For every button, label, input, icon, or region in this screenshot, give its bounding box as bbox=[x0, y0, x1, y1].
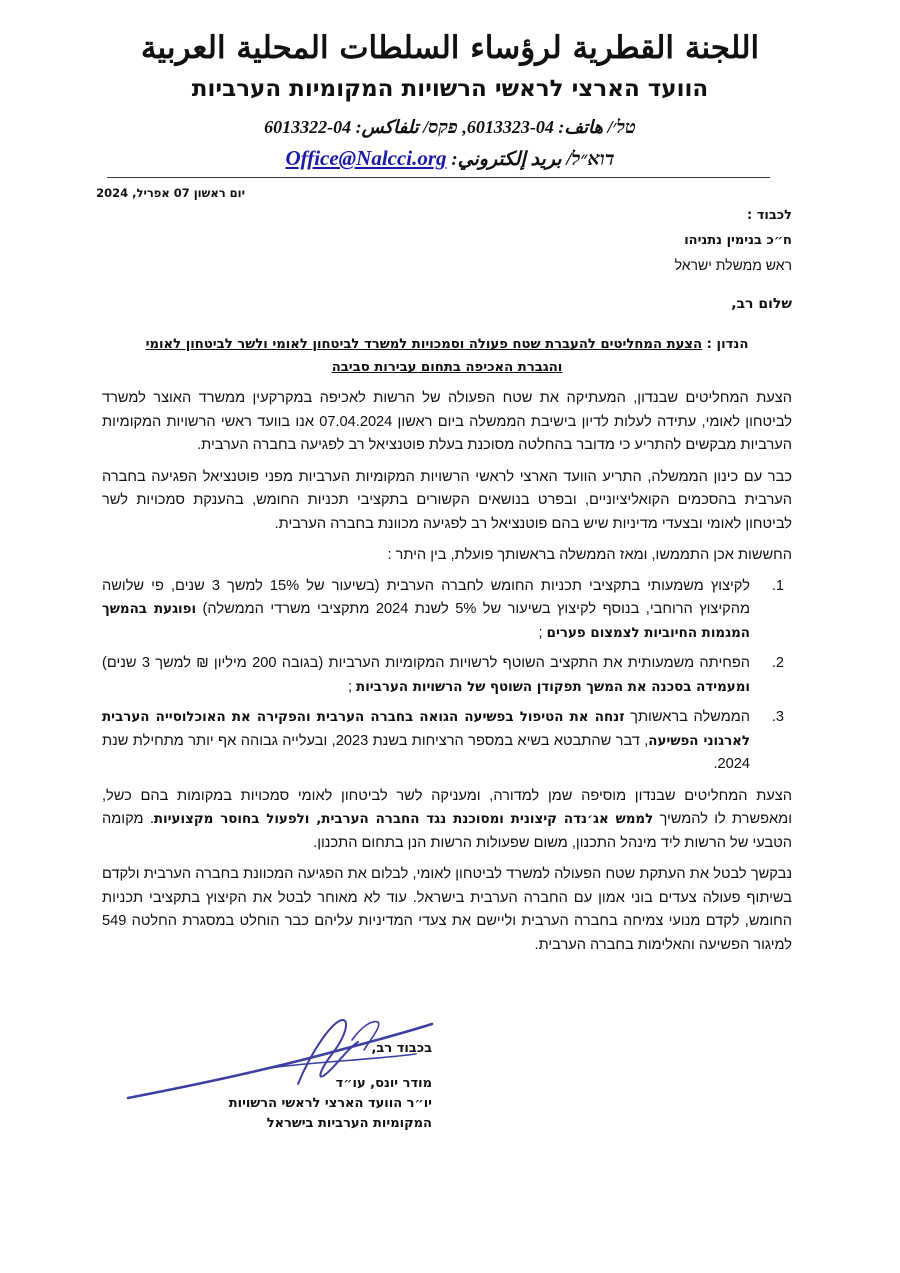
list-item bbox=[102, 706, 792, 777]
list-item-text: הממשלה בראשותך bbox=[624, 709, 750, 725]
list-item-tail: ; bbox=[347, 678, 357, 695]
list-item-tail: ; bbox=[538, 624, 547, 641]
recipient-name: ח״כ בנימין נתניהו bbox=[684, 233, 792, 248]
body-emphasis: לממש אג׳נדה קיצונית ומסוכנת נגד החברה הערבית, ולפעול בחוסר מקצועיות bbox=[153, 812, 654, 827]
list-item-number: 2. bbox=[771, 655, 784, 671]
letterhead-contact-line: טל׳/ هاتف: 04-6013323, פקס/ تلفاكس: 04-6013322 bbox=[264, 117, 636, 137]
body-paragraph: כבר עם כינון הממשלה, התריע הוועד הארצי לראשי הרשויות המקומיות הערביות מפני פוטנציאל הפגיעה בחברה הערבית בהסכמים הקואליציוניים, ובפרט בנושאים הקשורים בתקציבי תכניות החומש, בהענקת סמכויות לשר לביטחון לאומי ובצעדי מדיניות שיש בהם פוטנציאל רב לפגיעה מכוונת בחברה הערבית. bbox=[102, 468, 792, 532]
list-item-emphasis: ומעמידה בסכנה את המשך תפקודן השוטף של הרשויות הערביות bbox=[356, 679, 750, 695]
recipient-role: ראש ממשלת ישראל bbox=[674, 257, 792, 273]
body-paragraph: נבקשך לבטל את העתקת שטח הפעולה למשרד לביטחון לאומי, לבלום את הפגיעה המכוונת בחברה הערבית ולקדם בשיתוף פעולה צעדים בוני אמון עם החברה הערבית בישראל. עוד לא מאוחר לבטל את הקיצוץ בתקציבי תכניות החומש, לקדם מנועי צמיחה בחברה הערבית וליישם את צעדי המדיניות עליהם כבר הוחלט במסגרת החלטה 549 למיגור הפשיעה והאלימות בחברה הערבית. bbox=[102, 866, 792, 953]
subject-prefix: הנדון : bbox=[706, 337, 749, 352]
letterhead-hebrew-title: הוועד הארצי לראשי הרשויות המקומיות הערביות bbox=[191, 76, 709, 102]
list-item bbox=[102, 652, 792, 699]
list-item-number: 1. bbox=[771, 577, 784, 594]
body-text: הצעת המחליטים שבנדון מוסיפה שמן למדורה, ומעניקה לשר לביטחון לאומי סמכויות במקומות בהם כשל, ומאפשרת לו להמשיך bbox=[102, 787, 792, 827]
header-divider bbox=[107, 177, 770, 178]
recipient-label: לכבוד : bbox=[747, 208, 792, 223]
letterhead-arabic-title: اللجنة القطرية لرؤساء السلطات المحلية العربية bbox=[140, 30, 760, 66]
list-item-text: לקיצוץ משמעותי בתקציבי תכניות החומש לחברה הערבית (בשיעור של 15% למשך 3 שנים, פי שלושה מהקיצוץ הרוחבי, בנוסף לקיצוץ בשיעור של 5% לשנת 2024 מתקציבי משרדי הממשלה) bbox=[102, 577, 751, 617]
letter-body bbox=[102, 387, 792, 965]
handwritten-signature bbox=[120, 1010, 440, 1110]
body-paragraph: הצעת המחליטים שבנדון, המעתיקה את שטח הפעולה של הרשות לאכיפה במקרקעין ממשרד האוצר למשרד לביטחון לאומי, עתידה לעלות לדיון בישיבת הממשלה ביום ראשון 07.04.2024 אנו בוועד ראשי הרשויות המקומיות הערביות מבקשים להתריע כי מדובר בהחלטה מסוכנת בעלת פוטנציאל רב לפגיעה בחברה הערבית. bbox=[102, 390, 792, 453]
list-item-tail: , דבר שהתבטא בשיא במספר הרציחות בשנת 2023, ובעלייה גבוהה אף יותר מתחילת שנת 2024. bbox=[102, 732, 750, 772]
letter-date: יום ראשון 07 אפריל, 2024 bbox=[96, 186, 245, 200]
body-list-lead: החששות אכן התממשו, ומאז הממשלה בראשותך פועלת, בין היתר : bbox=[387, 547, 792, 563]
subject-text-line1: הצעת המחליטים להעברת שטח פעולה וסמכויות למשרד לביטחון לאומי ולשר לביטחון לאומי bbox=[145, 337, 703, 352]
email-label: דוא״ל/ بريد إلكتروني: bbox=[451, 149, 615, 170]
greeting: שלום רב, bbox=[731, 296, 792, 312]
signer-title-line1: יו״ר הוועד הארצי לראשי הרשויות bbox=[228, 1096, 432, 1111]
list-item-emphasis: ופוגעת בהמשך המגמות החיוביות לצמצום פערים bbox=[102, 602, 750, 641]
signer-name: מודר יונס, עו״ד bbox=[335, 1076, 432, 1091]
list-item-text: הפחיתה משמעותית את התקציב השוטף לרשויות המקומיות הערביות (בגובה 200 מיליון ₪ למשך 3 שנים) bbox=[102, 655, 750, 671]
email-link[interactable]: Office@Nalcci.org bbox=[285, 146, 447, 170]
list-item bbox=[102, 575, 792, 646]
body-text: . מקומה הטבעי של הרשות ליד מינהל התכנון, משום שפעולות הרשות הנן בתחום התכנון. bbox=[102, 811, 792, 851]
closing-salutation: בכבוד רב, bbox=[371, 1041, 432, 1056]
list-item-number: 3. bbox=[771, 709, 784, 725]
body-paragraph bbox=[102, 785, 792, 856]
subject-line bbox=[102, 333, 792, 379]
list-item-emphasis: זנחה את הטיפול בפשיעה הגואה בחברה הערבית והפקירה את האוכלוסייה הערבית לארגוני הפשיעה bbox=[102, 710, 750, 749]
signer-title-line2: המקומיות הערביות בישראל bbox=[266, 1116, 432, 1131]
numbered-list bbox=[102, 575, 792, 777]
subject-text-line2: והגברת האכיפה בתחום עבירות סביבה bbox=[331, 360, 563, 375]
letterhead-email-line bbox=[0, 146, 900, 171]
